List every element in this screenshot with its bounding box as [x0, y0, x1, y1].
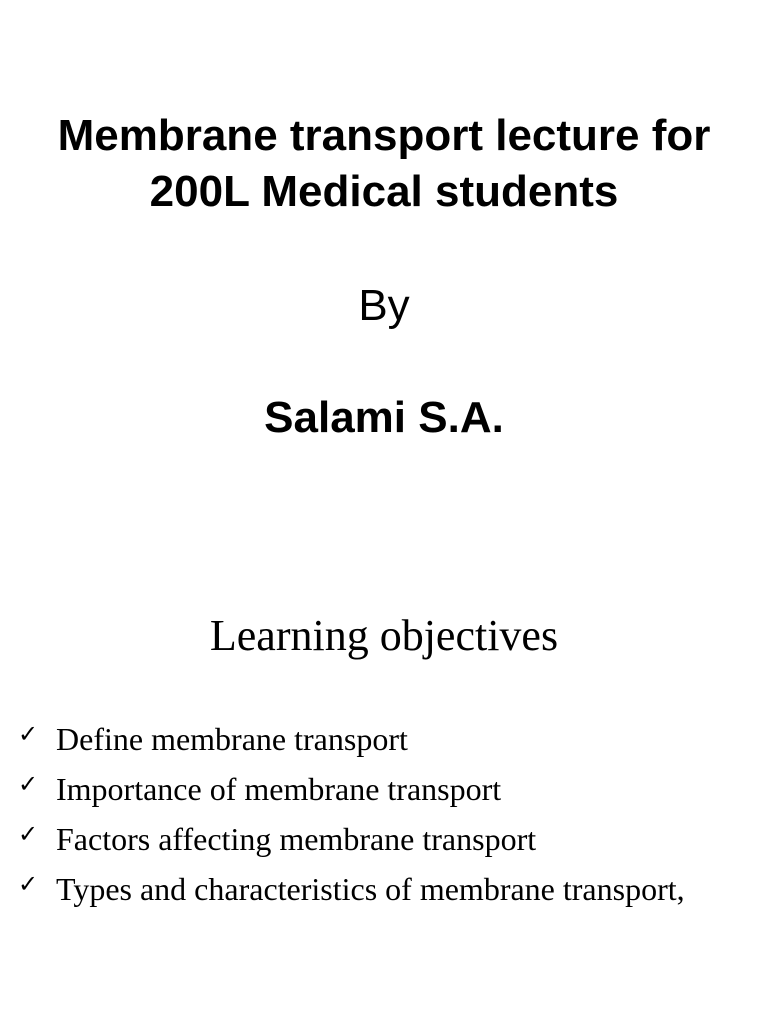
- objective-text: Define membrane transport: [56, 721, 408, 757]
- objective-item: [18, 766, 758, 816]
- author-name: Salami S.A.: [264, 393, 504, 442]
- learning-objectives-heading: Learning objectives: [209, 611, 559, 660]
- objective-item: [18, 716, 758, 766]
- check-mark-icon: ✓: [18, 720, 39, 748]
- check-mark-icon: ✓: [18, 820, 39, 848]
- objective-item: [18, 866, 758, 916]
- objective-text: Factors affecting membrane transport: [56, 821, 537, 857]
- learning-objectives-list: [18, 716, 758, 916]
- title-line-2: 200L Medical students: [149, 167, 619, 216]
- objective-item: [18, 816, 758, 866]
- check-mark-icon: ✓: [18, 770, 39, 798]
- title-line-1: Membrane transport lecture for: [57, 111, 711, 160]
- objective-text: Importance of membrane transport: [56, 771, 502, 807]
- lecture-title: [0, 108, 768, 220]
- by-label: By: [358, 281, 410, 330]
- check-mark-icon: ✓: [18, 870, 39, 898]
- objective-text: Types and characteristics of membrane transport,: [56, 871, 685, 907]
